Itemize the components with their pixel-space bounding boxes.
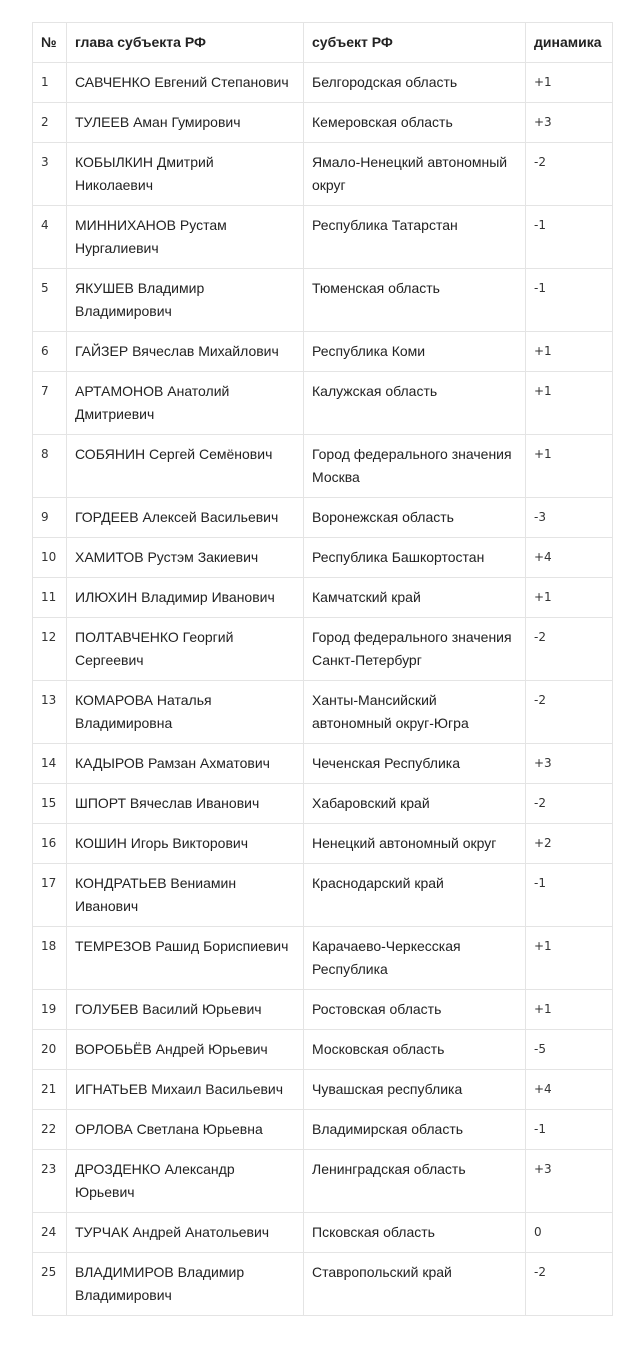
table-row: [33, 1253, 613, 1316]
dynamics-cell: -2: [526, 681, 613, 744]
row-number-cell: 15: [33, 784, 67, 824]
row-number-cell: 1: [33, 63, 67, 103]
dynamics-cell: -1: [526, 269, 613, 332]
row-number-cell: 19: [33, 990, 67, 1030]
row-number-cell: 10: [33, 538, 67, 578]
region-name-cell: Московская область: [304, 1030, 526, 1070]
row-number-cell: 25: [33, 1253, 67, 1316]
row-number-cell: 9: [33, 498, 67, 538]
dynamics-cell: -1: [526, 206, 613, 269]
governor-name-cell: ГОЛУБЕВ Василий Юрьевич: [67, 990, 304, 1030]
table-row: [33, 824, 613, 864]
governor-name-cell: ПОЛТАВЧЕНКО Георгий Сергеевич: [67, 618, 304, 681]
table-row: [33, 103, 613, 143]
table-row: [33, 538, 613, 578]
row-number-cell: 7: [33, 372, 67, 435]
dynamics-cell: +2: [526, 824, 613, 864]
table-row: [33, 744, 613, 784]
row-number-cell: 18: [33, 927, 67, 990]
dynamics-cell: -2: [526, 784, 613, 824]
table-row: [33, 990, 613, 1030]
table-row: [33, 1070, 613, 1110]
table-row: [33, 1213, 613, 1253]
row-number-cell: 6: [33, 332, 67, 372]
table-row: [33, 681, 613, 744]
region-name-cell: Ненецкий автономный округ: [304, 824, 526, 864]
row-number-cell: 23: [33, 1150, 67, 1213]
dynamics-cell: -2: [526, 143, 613, 206]
dynamics-cell: 0: [526, 1213, 613, 1253]
governor-name-cell: СОБЯНИН Сергей Семёнович: [67, 435, 304, 498]
table-row: [33, 784, 613, 824]
dynamics-cell: -2: [526, 618, 613, 681]
row-number-cell: 11: [33, 578, 67, 618]
dynamics-cell: +3: [526, 744, 613, 784]
dynamics-cell: +4: [526, 1070, 613, 1110]
region-name-cell: Владимирская область: [304, 1110, 526, 1150]
dynamics-cell: +1: [526, 332, 613, 372]
table-row: [33, 332, 613, 372]
ranking-table: [32, 22, 613, 1316]
dynamics-cell: +1: [526, 63, 613, 103]
dynamics-cell: +4: [526, 538, 613, 578]
dynamics-cell: -2: [526, 1253, 613, 1316]
region-name-cell: Ханты-Мансийский автономный округ-Югра: [304, 681, 526, 744]
table-row: [33, 498, 613, 538]
region-name-cell: Республика Коми: [304, 332, 526, 372]
dynamics-cell: +1: [526, 372, 613, 435]
governor-name-cell: ИЛЮХИН Владимир Иванович: [67, 578, 304, 618]
table-row: [33, 1030, 613, 1070]
region-name-cell: Ямало-Ненецкий автономный округ: [304, 143, 526, 206]
governor-name-cell: ИГНАТЬЕВ Михаил Васильевич: [67, 1070, 304, 1110]
governor-name-cell: ШПОРТ Вячеслав Иванович: [67, 784, 304, 824]
row-number-cell: 20: [33, 1030, 67, 1070]
table-row: [33, 927, 613, 990]
dynamics-cell: +1: [526, 435, 613, 498]
table-body: [33, 63, 613, 1316]
region-name-cell: Камчатский край: [304, 578, 526, 618]
row-number-cell: 2: [33, 103, 67, 143]
column-header-head: глава субъекта РФ: [67, 23, 304, 63]
table-row: [33, 864, 613, 927]
row-number-cell: 14: [33, 744, 67, 784]
governor-name-cell: КАДЫРОВ Рамзан Ахматович: [67, 744, 304, 784]
governor-name-cell: ХАМИТОВ Рустэм Закиевич: [67, 538, 304, 578]
row-number-cell: 13: [33, 681, 67, 744]
region-name-cell: Город федерального значения Санкт-Петербург: [304, 618, 526, 681]
governor-name-cell: ТУЛЕЕВ Аман Гумирович: [67, 103, 304, 143]
row-number-cell: 22: [33, 1110, 67, 1150]
governor-name-cell: ГАЙЗЕР Вячеслав Михайлович: [67, 332, 304, 372]
governor-name-cell: ТЕМРЕЗОВ Рашид Бориспиевич: [67, 927, 304, 990]
row-number-cell: 16: [33, 824, 67, 864]
table-row: [33, 63, 613, 103]
region-name-cell: Республика Башкортостан: [304, 538, 526, 578]
region-name-cell: Псковская область: [304, 1213, 526, 1253]
dynamics-cell: +3: [526, 1150, 613, 1213]
governor-name-cell: ЯКУШЕВ Владимир Владимирович: [67, 269, 304, 332]
table-row: [33, 372, 613, 435]
row-number-cell: 12: [33, 618, 67, 681]
table-row: [33, 1110, 613, 1150]
row-number-cell: 4: [33, 206, 67, 269]
row-number-cell: 21: [33, 1070, 67, 1110]
region-name-cell: Краснодарский край: [304, 864, 526, 927]
governor-name-cell: ОРЛОВА Светлана Юрьевна: [67, 1110, 304, 1150]
governor-name-cell: КОБЫЛКИН Дмитрий Николаевич: [67, 143, 304, 206]
row-number-cell: 8: [33, 435, 67, 498]
table-row: [33, 206, 613, 269]
governor-name-cell: АРТАМОНОВ Анатолий Дмитриевич: [67, 372, 304, 435]
governor-name-cell: ГОРДЕЕВ Алексей Васильевич: [67, 498, 304, 538]
dynamics-cell: -1: [526, 864, 613, 927]
governor-name-cell: КОНДРАТЬЕВ Вениамин Иванович: [67, 864, 304, 927]
region-name-cell: Калужская область: [304, 372, 526, 435]
row-number-cell: 3: [33, 143, 67, 206]
column-header-subject: субъект РФ: [304, 23, 526, 63]
governor-name-cell: КОМАРОВА Наталья Владимировна: [67, 681, 304, 744]
column-header-dynamics: динамика: [526, 23, 613, 63]
governor-name-cell: САВЧЕНКО Евгений Степанович: [67, 63, 304, 103]
region-name-cell: Ленинградская область: [304, 1150, 526, 1213]
region-name-cell: Чувашская республика: [304, 1070, 526, 1110]
region-name-cell: Ставропольский край: [304, 1253, 526, 1316]
governor-name-cell: ТУРЧАК Андрей Анатольевич: [67, 1213, 304, 1253]
dynamics-cell: +3: [526, 103, 613, 143]
dynamics-cell: -1: [526, 1110, 613, 1150]
dynamics-cell: +1: [526, 927, 613, 990]
governor-name-cell: МИННИХАНОВ Рустам Нургалиевич: [67, 206, 304, 269]
row-number-cell: 17: [33, 864, 67, 927]
region-name-cell: Хабаровский край: [304, 784, 526, 824]
governor-name-cell: ВЛАДИМИРОВ Владимир Владимирович: [67, 1253, 304, 1316]
dynamics-cell: -3: [526, 498, 613, 538]
governor-name-cell: ВОРОБЬЁВ Андрей Юрьевич: [67, 1030, 304, 1070]
region-name-cell: Воронежская область: [304, 498, 526, 538]
table-row: [33, 143, 613, 206]
region-name-cell: Ростовская область: [304, 990, 526, 1030]
table-row: [33, 269, 613, 332]
ranking-table-container: [32, 22, 612, 1316]
table-row: [33, 578, 613, 618]
table-row: [33, 435, 613, 498]
column-header-number: №: [33, 23, 67, 63]
governor-name-cell: КОШИН Игорь Викторович: [67, 824, 304, 864]
row-number-cell: 24: [33, 1213, 67, 1253]
region-name-cell: Город федерального значения Москва: [304, 435, 526, 498]
dynamics-cell: +1: [526, 578, 613, 618]
governor-name-cell: ДРОЗДЕНКО Александр Юрьевич: [67, 1150, 304, 1213]
table-header-row: [33, 23, 613, 63]
region-name-cell: Кемеровская область: [304, 103, 526, 143]
region-name-cell: Карачаево-Черкесская Республика: [304, 927, 526, 990]
region-name-cell: Тюменская область: [304, 269, 526, 332]
row-number-cell: 5: [33, 269, 67, 332]
table-row: [33, 1150, 613, 1213]
table-row: [33, 618, 613, 681]
region-name-cell: Чеченская Республика: [304, 744, 526, 784]
region-name-cell: Белгородская область: [304, 63, 526, 103]
dynamics-cell: +1: [526, 990, 613, 1030]
region-name-cell: Республика Татарстан: [304, 206, 526, 269]
dynamics-cell: -5: [526, 1030, 613, 1070]
